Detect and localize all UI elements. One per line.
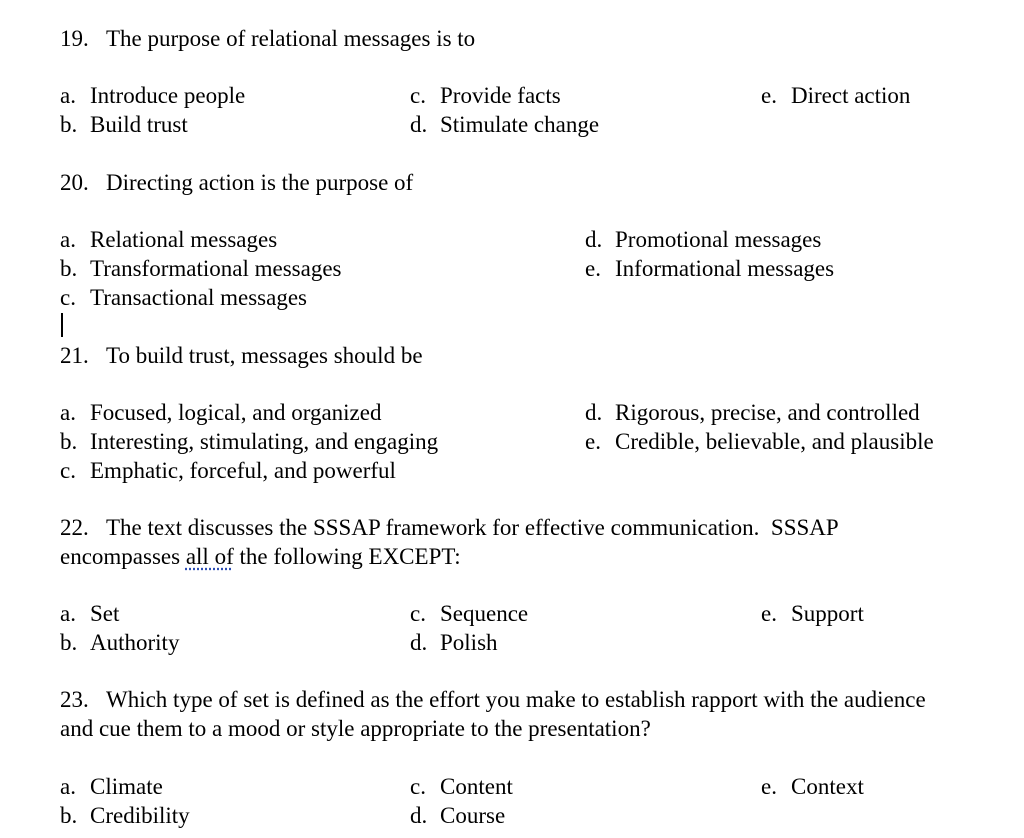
option-22-d	[410, 628, 498, 657]
option-22-c	[410, 599, 528, 628]
option-21-c	[60, 456, 396, 485]
option-letter: a.	[60, 601, 76, 626]
option-letter: e.	[761, 774, 777, 799]
option-letter: b.	[60, 429, 78, 454]
option-letter: e.	[585, 256, 601, 281]
option-text: Context	[791, 774, 864, 799]
question-23	[60, 685, 926, 714]
option-text: Relational messages	[90, 227, 278, 252]
option-letter: a.	[60, 400, 76, 425]
option-letter: a.	[60, 227, 76, 252]
option-text: Sequence	[440, 601, 529, 626]
option-letter: e.	[761, 83, 777, 108]
option-22-e	[761, 599, 864, 628]
question-19	[60, 24, 475, 53]
option-letter: d.	[410, 630, 428, 655]
option-21-a	[60, 398, 381, 427]
option-20-a	[60, 225, 277, 254]
option-20-e	[585, 254, 834, 283]
option-19-e	[761, 81, 910, 110]
option-text: Emphatic, forceful, and powerful	[90, 458, 396, 483]
option-letter: d.	[410, 803, 428, 828]
option-text: Content	[440, 774, 513, 799]
question-text-line-2: and cue them to a mood or style appropriate to the presentation?	[60, 716, 651, 741]
option-letter: e.	[585, 429, 601, 454]
option-20-d	[585, 225, 821, 254]
text-cursor	[61, 313, 63, 337]
option-text: Informational messages	[615, 256, 835, 281]
question-21	[60, 341, 423, 370]
option-23-b	[60, 801, 190, 830]
option-23-c	[410, 772, 513, 801]
option-text: Polish	[440, 630, 498, 655]
option-text: Authority	[90, 630, 180, 655]
question-number: 21.	[60, 343, 89, 368]
option-text: Transformational messages	[90, 256, 342, 281]
option-19-c	[410, 81, 561, 110]
question-text-line-1: The text discusses the SSSAP framework for effective communication. SSSAP	[106, 515, 839, 540]
question-20	[60, 168, 413, 197]
option-letter: c.	[410, 774, 426, 799]
option-text: Credible, believable, and plausible	[615, 429, 934, 454]
question-text: To build trust, messages should be	[106, 343, 423, 368]
option-letter: c.	[60, 458, 76, 483]
option-22-a	[60, 599, 119, 628]
option-19-d	[410, 110, 599, 139]
option-text: Support	[791, 601, 864, 626]
grammar-flag-underline: all of	[185, 544, 234, 569]
option-letter: b.	[60, 630, 78, 655]
question-text-line-1: Which type of set is defined as the effort you make to establish rapport with the audience	[106, 687, 926, 712]
option-19-a	[60, 81, 245, 110]
option-text: Set	[90, 601, 120, 626]
question-text-line-2-post: the following EXCEPT:	[233, 544, 461, 569]
option-19-b	[60, 110, 188, 139]
option-letter: c.	[410, 83, 426, 108]
option-text: Transactional messages	[90, 285, 307, 310]
question-number: 19.	[60, 26, 89, 51]
option-23-a	[60, 772, 163, 801]
question-text: Directing action is the purpose of	[106, 170, 414, 195]
option-22-b	[60, 628, 179, 657]
option-text: Build trust	[90, 112, 188, 137]
option-letter: b.	[60, 112, 78, 137]
option-letter: e.	[761, 601, 777, 626]
option-text: Focused, logical, and organized	[90, 400, 382, 425]
option-text: Stimulate change	[440, 112, 600, 137]
question-22-line-2	[60, 542, 461, 571]
question-text: The purpose of relational messages is to	[106, 26, 476, 51]
option-20-b	[60, 254, 341, 283]
option-letter: a.	[60, 83, 76, 108]
option-21-e	[585, 427, 934, 456]
option-text: Direct action	[791, 83, 911, 108]
option-text: Course	[440, 803, 506, 828]
option-letter: d.	[585, 227, 603, 252]
option-20-c	[60, 283, 307, 312]
option-letter: d.	[585, 400, 603, 425]
option-letter: b.	[60, 256, 78, 281]
question-22	[60, 513, 839, 542]
option-text: Interesting, stimulating, and engaging	[90, 429, 439, 454]
option-text: Climate	[90, 774, 163, 799]
option-text: Credibility	[90, 803, 190, 828]
option-text: Introduce people	[90, 83, 246, 108]
question-number: 22.	[60, 515, 89, 540]
option-letter: c.	[60, 285, 76, 310]
question-text-line-2-pre: encompasses	[60, 544, 186, 569]
option-21-d	[585, 398, 920, 427]
question-23-line-2	[60, 714, 651, 743]
option-text: Rigorous, precise, and controlled	[615, 400, 920, 425]
option-text: Promotional messages	[615, 227, 822, 252]
option-letter: d.	[410, 112, 428, 137]
option-text: Provide facts	[440, 83, 561, 108]
option-letter: c.	[410, 601, 426, 626]
option-letter: a.	[60, 774, 76, 799]
option-letter: b.	[60, 803, 78, 828]
option-23-d	[410, 801, 505, 830]
question-number: 20.	[60, 170, 89, 195]
question-number: 23.	[60, 687, 89, 712]
option-23-e	[761, 772, 864, 801]
option-21-b	[60, 427, 438, 456]
